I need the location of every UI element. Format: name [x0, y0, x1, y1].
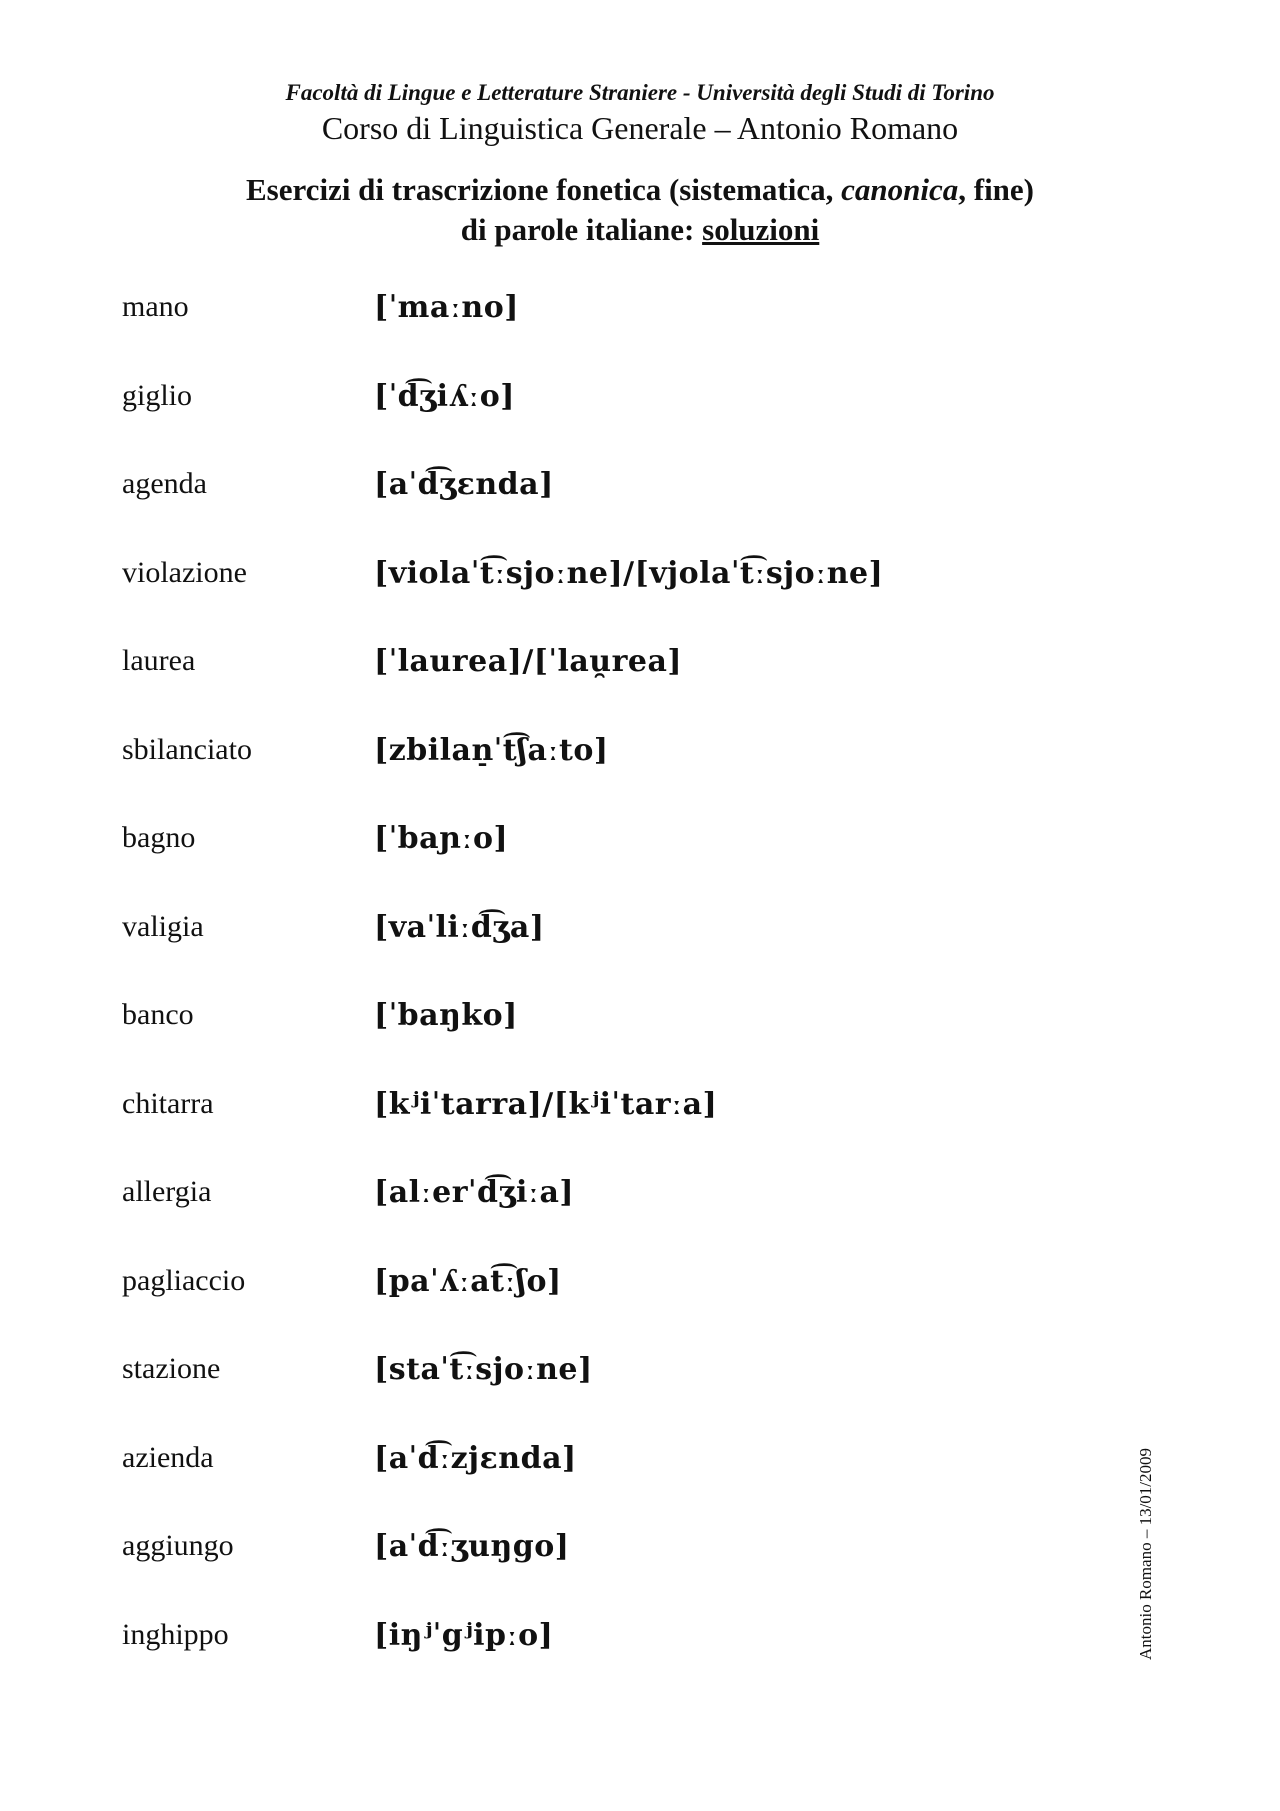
- word: chitarra: [122, 1086, 214, 1120]
- word: giglio: [122, 378, 193, 412]
- word: banco: [122, 998, 194, 1031]
- word: agenda: [122, 467, 207, 500]
- phonetic-transcription: [kʲiˈtarra]/[kʲiˈtarːa]: [374, 1086, 718, 1122]
- course-header: Corso di Linguistica Generale – Antonio Romano: [321, 110, 959, 146]
- list-item: [0, 369, 1280, 458]
- word: bagno: [122, 821, 196, 854]
- phonetic-transcription: [violaˈt͡ːsjoːne]/[vjolaˈt͡ːsjoːne]: [374, 555, 884, 591]
- list-item: [0, 811, 1280, 900]
- phonetic-transcription: [aˈd͡ʒɛnda]: [374, 467, 554, 502]
- phonetic-transcription: [zbilan̠ˈt͡ʃaːto]: [374, 732, 609, 768]
- phonetic-transcription: [iŋʲˈgʲipːo]: [374, 1617, 554, 1653]
- list-item: [0, 1342, 1280, 1431]
- phonetic-transcription: [ˈbaŋko]: [374, 998, 518, 1033]
- list-item: [0, 546, 1280, 635]
- phonetic-transcription: [ˈmaːno]: [374, 290, 519, 325]
- word: azienda: [122, 1440, 214, 1474]
- phonetic-transcription: [ˈd͡ʒiʎːo]: [374, 378, 515, 414]
- title-line-2-prefix: di parole italiane:: [460, 212, 703, 247]
- list-item: [0, 1165, 1280, 1254]
- phonetic-transcription: [paˈʎːat͡ːʃo]: [374, 1263, 562, 1299]
- list-item: [0, 457, 1280, 546]
- phonetic-transcription: [aˈd͡ːzjɛnda]: [374, 1440, 577, 1476]
- word: stazione: [122, 1352, 221, 1385]
- list-item: [0, 988, 1280, 1077]
- list-item: [0, 1077, 1280, 1166]
- list-item: [0, 900, 1280, 989]
- institution-header: Facoltà di Lingue e Letterature Straniere - Università degli Studi di Torino: [285, 80, 995, 105]
- list-item: [0, 1519, 1280, 1608]
- list-item: [0, 1254, 1280, 1343]
- title-line-1-start: Esercizi di trascrizione fonetica (sistematica,: [245, 172, 842, 207]
- word: violazione: [122, 555, 247, 589]
- list-item: [0, 1608, 1280, 1697]
- word: pagliaccio: [122, 1263, 246, 1297]
- word: allergia: [122, 1175, 212, 1208]
- list-item: [0, 1431, 1280, 1520]
- word: aggiungo: [122, 1529, 234, 1562]
- title-line-1-end: , fine): [958, 172, 1035, 207]
- word: laurea: [122, 644, 196, 677]
- word: mano: [122, 290, 189, 323]
- title-line-1-italic: canonica: [841, 172, 959, 207]
- title-solutions-label: soluzioni: [702, 212, 820, 247]
- word: valigia: [122, 909, 204, 943]
- transcription-list: [0, 280, 1280, 1696]
- author-date-note: Antonio Romano – 13/01/2009: [1136, 1447, 1155, 1660]
- list-item: [0, 634, 1280, 723]
- list-item: [0, 280, 1280, 369]
- document-title: [0, 170, 1280, 250]
- phonetic-transcription: [ˈlaurea]/[ˈlau̯rea]: [374, 644, 683, 679]
- phonetic-transcription: [ˈbaɲːo]: [374, 821, 509, 856]
- title-line-2: [0, 210, 1280, 250]
- phonetic-transcription: [vaˈliːd͡ʒa]: [374, 909, 545, 945]
- phonetic-transcription: [staˈt͡ːsjoːne]: [374, 1352, 593, 1387]
- word: sbilanciato: [122, 732, 252, 766]
- phonetic-transcription: [aˈd͡ːʒuŋgo]: [374, 1529, 570, 1564]
- list-item: [0, 723, 1280, 812]
- phonetic-transcription: [alːerˈd͡ʒiːa]: [374, 1175, 575, 1210]
- word: inghippo: [122, 1617, 229, 1651]
- title-line-1: [0, 170, 1280, 210]
